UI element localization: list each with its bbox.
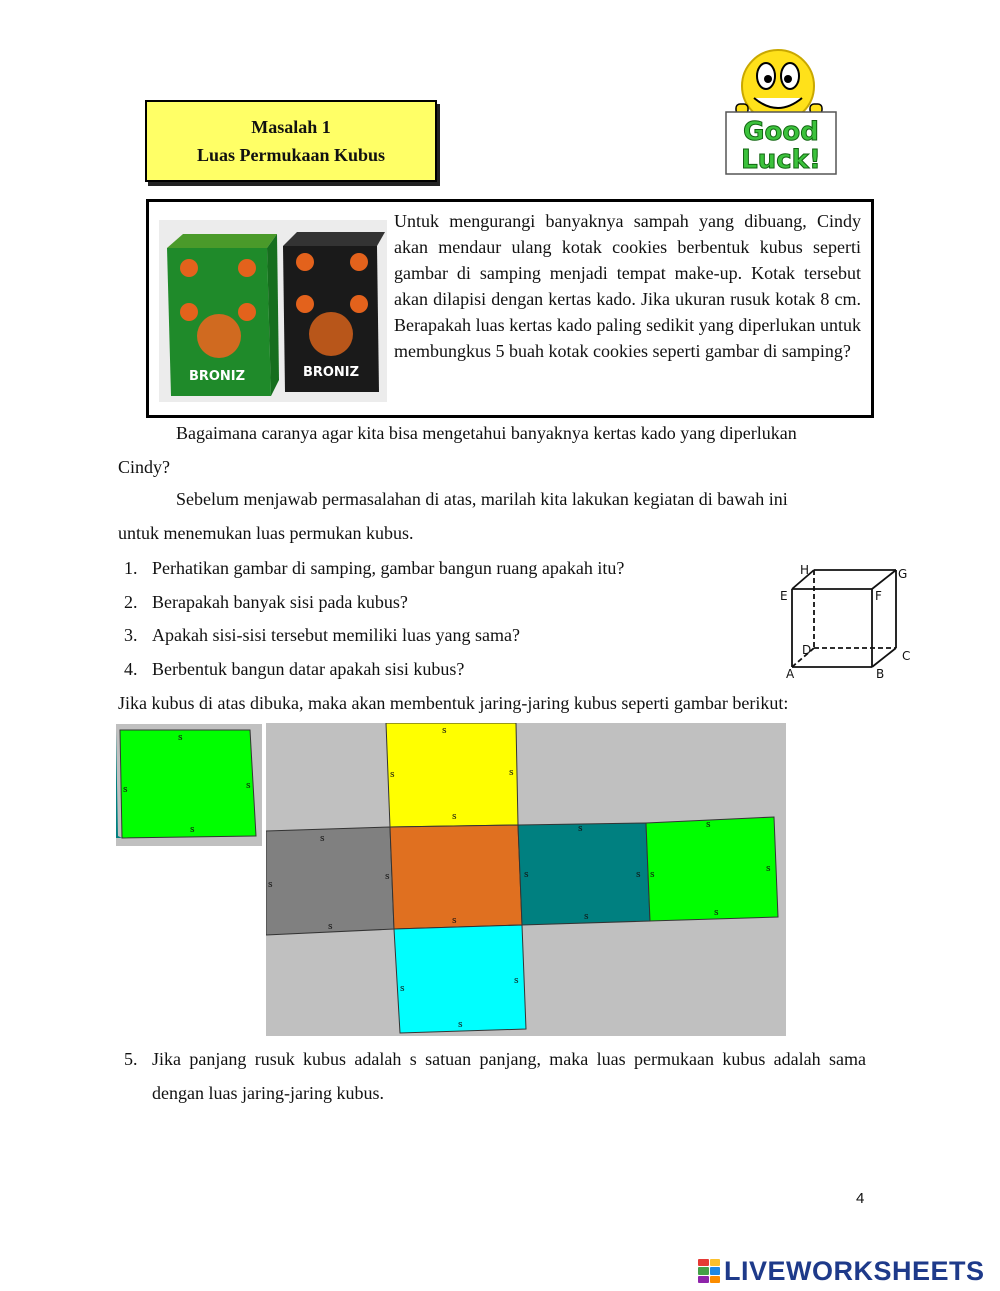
list-item: [118, 653, 758, 687]
side-label: s: [514, 976, 519, 986]
side-label: s: [452, 916, 457, 926]
side-label: s: [123, 785, 128, 795]
problem-statement: Untuk mengurangi banyaknya sampah yang dibuang, Cindy akan mendaur ulang kotak cookies berbentuk kubus seperti gambar di samping menjadi tempat make-up. Kotak tersebut akan dilapisi dengan kertas kado. Jika ukuran rusuk kotak 8 cm. Berapakah luas kertas kado paling sedikit yang diperlukan untuk membungkus 5 buah kotak cookies seperti gambar di samping?: [394, 211, 861, 361]
side-label: s: [650, 870, 655, 880]
side-label: s: [190, 825, 195, 835]
question-number: 1.: [124, 558, 138, 578]
side-label: s: [714, 908, 719, 918]
cube-face-small-figure: [116, 724, 262, 846]
intro-paragraph: [118, 416, 866, 484]
list-item: [118, 586, 758, 620]
side-label: s: [584, 912, 589, 922]
activity-paragraph: [118, 482, 866, 550]
question-text: Perhatikan gambar di samping, gambar bangun ruang apakah itu?: [152, 558, 625, 578]
vertex-label-e: E: [780, 589, 788, 603]
cube-diagram: [776, 562, 916, 684]
side-label: s: [442, 726, 447, 736]
side-label: s: [509, 768, 514, 778]
net-intro-text: Jika kubus di atas dibuka, maka akan membentuk jaring-jaring kubus seperti gambar berikut:: [118, 693, 789, 713]
vertex-label-d: D: [802, 643, 812, 657]
side-label: s: [390, 770, 395, 780]
vertex-label-b: B: [876, 667, 885, 681]
good-luck-smiley-icon: [722, 46, 844, 180]
liveworksheets-logo: [698, 1256, 985, 1286]
problem-box: [146, 199, 874, 418]
side-label: s: [458, 1020, 463, 1030]
side-label: s: [636, 870, 641, 880]
intro-paragraph-line1: Bagaimana caranya agar kita bisa mengetahui banyaknya kertas kado yang diperlukan: [176, 423, 797, 443]
cube-net-figure: [266, 723, 786, 1036]
question-text: Berapakah banyak sisi pada kubus?: [152, 591, 408, 612]
question-text: Berbentuk bangun datar apakah sisi kubus?: [152, 658, 465, 679]
problem-number: Masalah 1: [251, 117, 331, 137]
side-label: s: [452, 812, 457, 822]
side-label: s: [766, 864, 771, 874]
question-number: 4.: [124, 658, 138, 679]
vertex-label-c: C: [902, 649, 911, 663]
side-label: s: [706, 820, 711, 830]
side-label: s: [400, 984, 405, 994]
side-label: s: [268, 880, 273, 890]
question-text: Jika panjang rusuk kubus adalah s satuan panjang, maka luas permukaan kubus adalah sama dengan luas jaring-jaring kubus.: [152, 1049, 866, 1103]
badge-good-text: Good: [743, 117, 819, 147]
question-number: 2.: [124, 591, 138, 612]
vertex-label-f: F: [875, 589, 882, 603]
intro-paragraph-line2: Cindy?: [118, 457, 170, 477]
side-label: s: [385, 872, 390, 882]
question-number: 3.: [124, 625, 138, 645]
page-number: 4: [856, 1190, 865, 1207]
side-label: s: [328, 922, 333, 932]
list-item: [118, 619, 758, 653]
side-label: s: [246, 781, 251, 791]
side-label: s: [178, 733, 183, 743]
liveworksheets-icon: [698, 1259, 720, 1283]
question-list: [118, 552, 758, 686]
side-label: s: [320, 834, 325, 844]
vertex-label-h: H: [800, 563, 810, 577]
side-label: s: [524, 870, 529, 880]
list-item-5: [118, 1042, 866, 1110]
question-number: 5.: [124, 1049, 138, 1069]
brand-name: LIVEWORKSHEETS: [724, 1255, 985, 1286]
box-brand-green: BRONIZ: [188, 369, 246, 384]
question-text: Apakah sisi-sisi tersebut memiliki luas yang sama?: [152, 625, 520, 645]
vertex-label-g: G: [898, 567, 908, 581]
activity-paragraph-line2: untuk menemukan luas permukan kubus.: [118, 523, 414, 543]
badge-luck-text: Luck!: [741, 145, 821, 175]
vertex-label-a: A: [786, 667, 795, 681]
cookie-boxes-photo: [159, 220, 387, 402]
side-label: s: [578, 824, 583, 834]
activity-paragraph-line1: Sebelum menjawab permasalahan di atas, marilah kita lakukan kegiatan di bawah ini: [176, 489, 788, 509]
problem-title: Luas Permukaan Kubus: [196, 145, 386, 165]
box-brand-black: BRONIZ: [302, 365, 360, 380]
problem-title-box: [145, 100, 437, 182]
list-item: [118, 552, 758, 586]
